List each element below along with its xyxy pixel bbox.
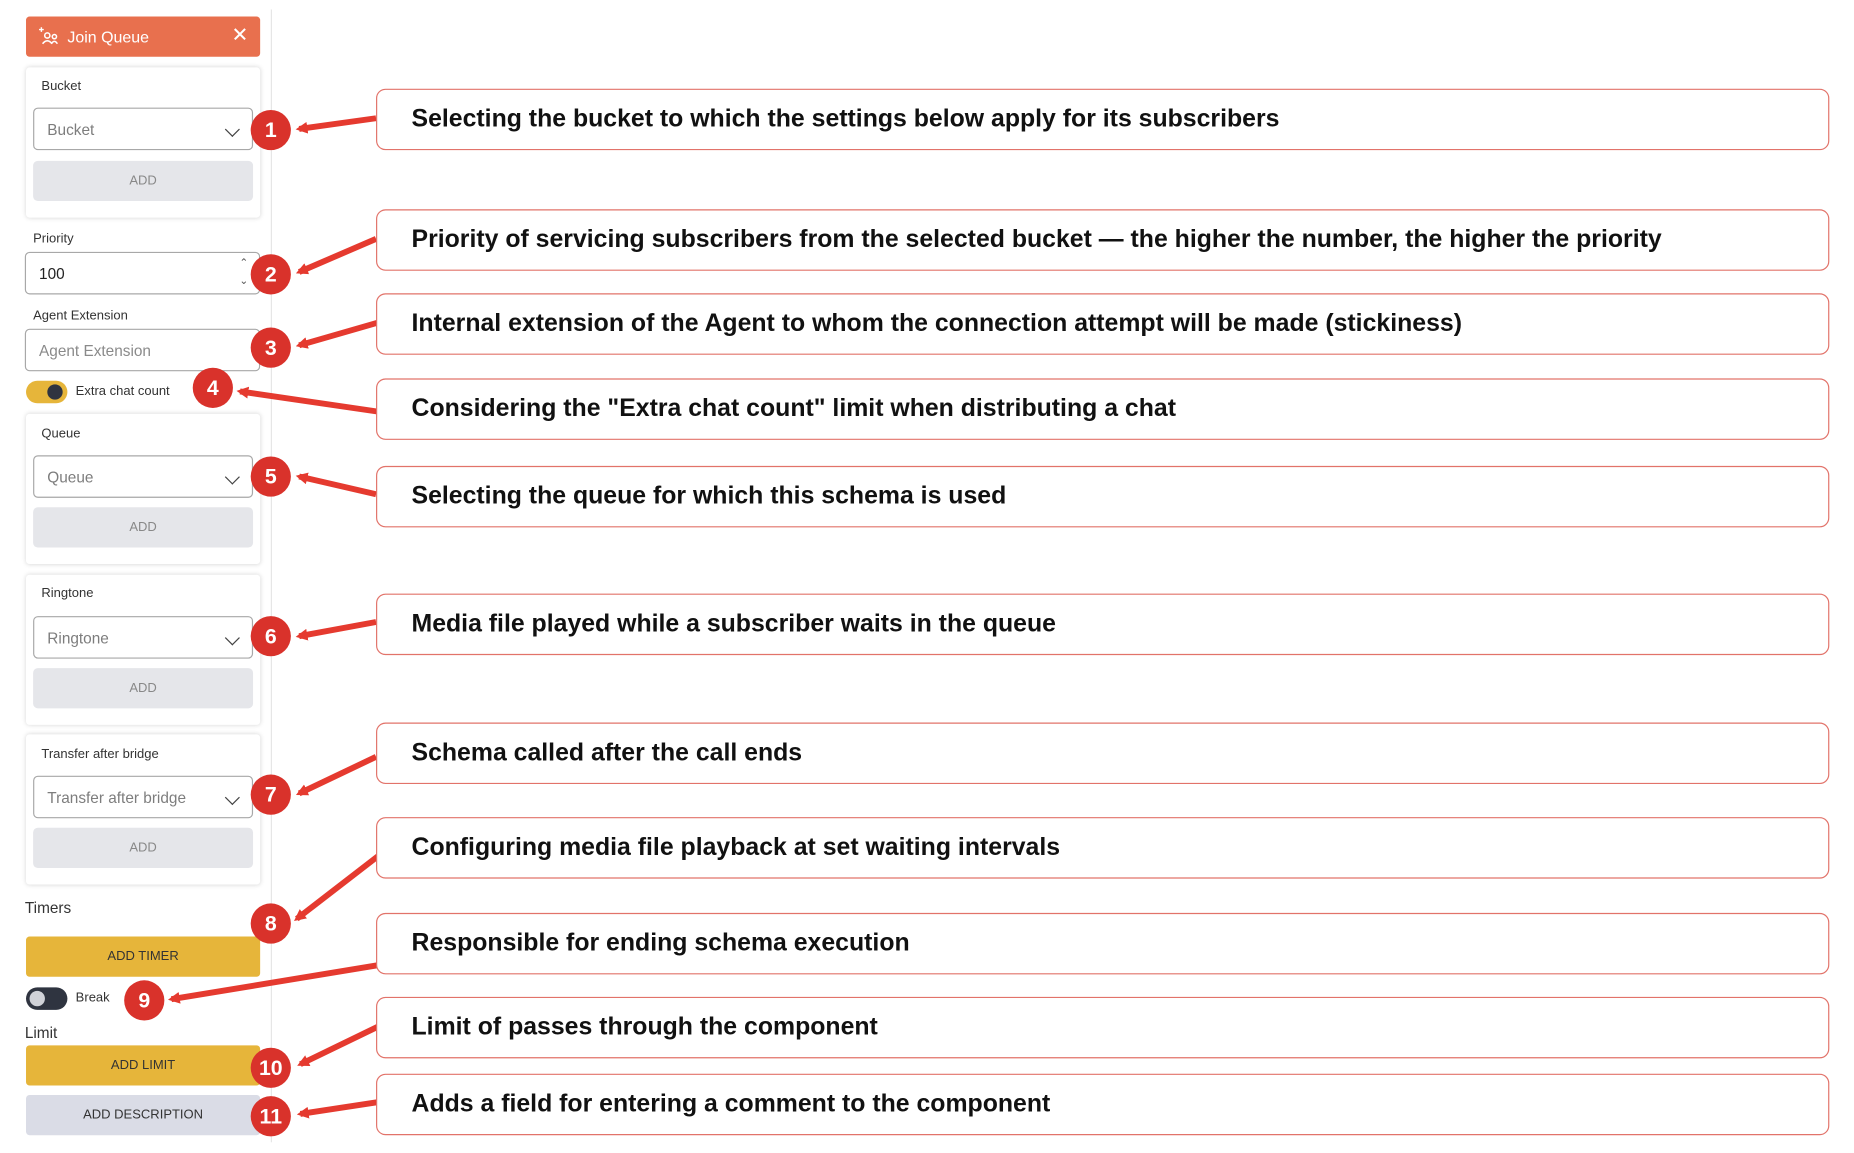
badge-10: 10 [251, 1048, 291, 1088]
callout-1 [376, 89, 1829, 150]
arrow-8 [297, 855, 380, 919]
callout-3 [376, 293, 1829, 354]
add-timer-button[interactable]: ADD TIMER [26, 937, 260, 977]
callout-8 [376, 817, 1829, 878]
badge-7: 7 [251, 775, 291, 815]
callout-5 [376, 466, 1829, 527]
callout-9 [376, 913, 1829, 974]
badge-8: 8 [251, 903, 291, 943]
badge-5: 5 [251, 456, 291, 496]
close-icon[interactable]: ✕ [231, 23, 249, 47]
callout-10 [376, 997, 1829, 1058]
arrow-4 [240, 391, 377, 411]
badge-11: 11 [251, 1096, 291, 1136]
arrow-2 [299, 239, 376, 272]
transfer-add-button[interactable]: ADD [33, 828, 253, 868]
ringtone-label: Ringtone [41, 586, 94, 601]
arrow-11 [300, 1102, 378, 1114]
queue-label: Queue [41, 426, 81, 442]
callout-text: Media file played while a subscriber waits in the queue [411, 610, 1056, 638]
badge-2: 2 [251, 254, 291, 294]
agent-extension-label: Agent Extension [33, 308, 128, 323]
priority-value: 100 [39, 264, 65, 283]
header-title: Join Queue [67, 27, 150, 46]
transfer-label: Transfer after bridge [41, 747, 159, 762]
callout-text: Limit of passes through the component [411, 1013, 878, 1041]
arrow-3 [299, 323, 377, 345]
badge-3: 3 [251, 328, 291, 368]
timers-label: Timers [24, 898, 72, 917]
bucket-select-value: Bucket [47, 120, 95, 139]
callout-11 [376, 1074, 1829, 1135]
bucket-add-button[interactable]: ADD [33, 161, 253, 201]
callout-text: Responsible for ending schema execution [411, 929, 910, 957]
stepper-down-icon[interactable]: ⌄ [239, 274, 249, 287]
badge-9: 9 [124, 980, 164, 1020]
break-label: Break [75, 990, 110, 1006]
badge-6: 6 [251, 616, 291, 656]
callout-text: Selecting the queue for which this schema is used [411, 482, 1007, 510]
arrow-6 [299, 622, 376, 636]
callout-text: Schema called after the call ends [411, 739, 803, 767]
badge-1: 1 [251, 110, 291, 150]
callout-text: Internal extension of the Agent to whom the connection attempt will be made (stickiness) [411, 309, 1462, 338]
stepper-up-icon[interactable]: ⌃ [239, 256, 249, 269]
callout-text: Configuring media file playback at set waiting intervals [411, 833, 1061, 861]
ringtone-select-value: Ringtone [47, 629, 109, 647]
add-description-button[interactable]: ADD DESCRIPTION [26, 1095, 260, 1135]
callout-text: Selecting the bucket to which the settings below apply for its subscribers [411, 105, 1280, 133]
limit-label: Limit [24, 1024, 58, 1042]
extra-chat-label: Extra chat count [75, 384, 170, 399]
callout-text: Considering the "Extra chat count" limit when distributing a chat [411, 394, 1176, 423]
queue-select-value: Queue [47, 468, 94, 487]
ringtone-add-button[interactable]: ADD [33, 668, 253, 708]
arrow-1 [299, 118, 376, 129]
arrow-10 [300, 1026, 378, 1064]
add-limit-button[interactable]: ADD LIMIT [26, 1045, 260, 1085]
callout-6 [376, 594, 1829, 655]
callout-text: Priority of servicing subscribers from the selected bucket — the higher the number, the higher the priority [411, 225, 1662, 254]
callout-2 [376, 209, 1829, 270]
arrow-7 [299, 757, 376, 794]
arrow-5 [299, 477, 376, 495]
callout-7 [376, 723, 1829, 784]
transfer-select-value: Transfer after bridge [47, 788, 187, 807]
agent-extension-placeholder: Agent Extension [39, 341, 151, 360]
arrow-9 [171, 965, 379, 999]
badge-4: 4 [193, 368, 233, 408]
callout-4 [376, 378, 1829, 439]
queue-add-button[interactable]: ADD [33, 507, 253, 547]
priority-label: Priority [33, 231, 74, 246]
callout-text: Adds a field for entering a comment to the component [411, 1090, 1051, 1118]
bucket-label: Bucket [41, 79, 82, 94]
